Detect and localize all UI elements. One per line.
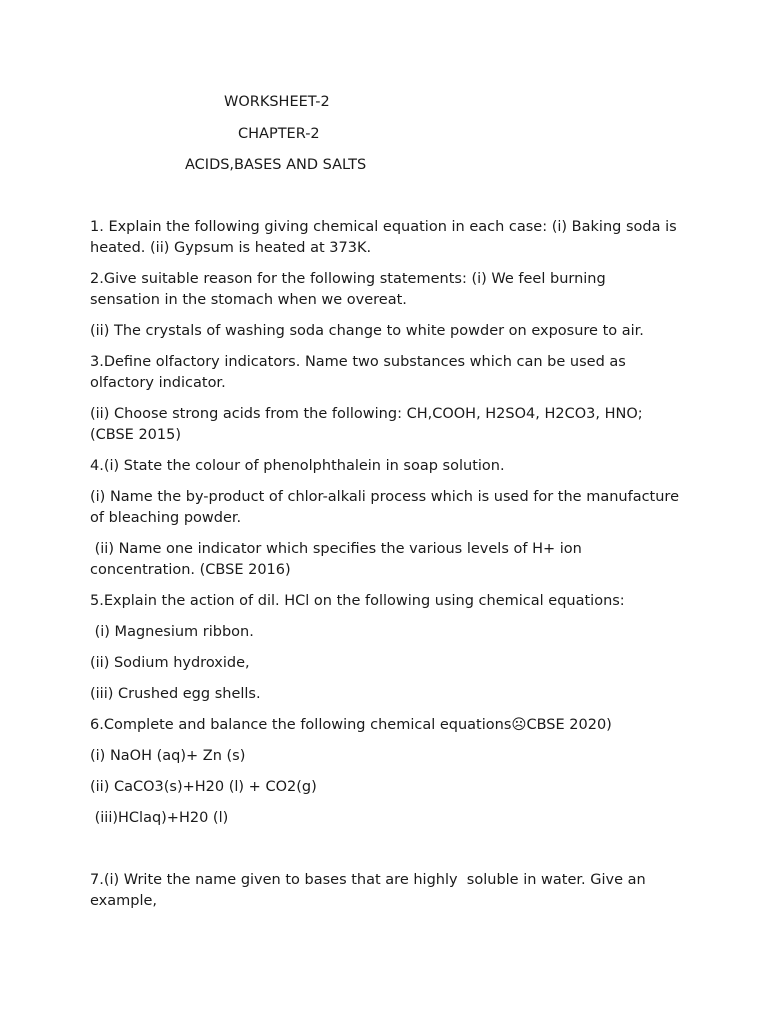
question-5-part-ii: (ii) Sodium hydroxide,: [90, 655, 250, 671]
question-6-part-ii: (ii) CaCO3(s)+H20 (l) + CO2(g): [90, 779, 317, 795]
question-5-part-iii: (iii) Crushed egg shells.: [90, 686, 261, 702]
question-4-part-i: 4.(i) State the colour of phenolphthalein in soap solution.: [90, 458, 505, 474]
question-5-part-i: (i) Magnesium ribbon.: [90, 624, 254, 640]
question-2-part-i: 2.Give suitable reason for the following statements: (i) We feel burning sensation in the stomach when we overeat.: [90, 271, 611, 308]
question-2-part-ii: (ii) The crystals of washing soda change to white powder on exposure to air.: [90, 323, 644, 339]
question-4-part-ii: (ii) Name one indicator which specifies the various levels of H+ ion concentration. (CBSE 2016): [90, 541, 587, 578]
worksheet-title: WORKSHEET-2: [224, 94, 330, 110]
question-4-part-i-b: (i) Name the by-product of chlor-alkali process which is used for the manufacture of bleaching powder.: [90, 489, 684, 526]
question-3-part-ii: (ii) Choose strong acids from the following: CH,COOH, H2SO4, H2CO3, HNO; (CBSE 2015): [90, 406, 648, 443]
question-3-part-i: 3.Define olfactory indicators. Name two substances which can be used as olfactory indicator.: [90, 354, 631, 391]
question-6-part-i: (i) NaOH (aq)+ Zn (s): [90, 748, 246, 764]
chapter-title: CHAPTER-2: [238, 126, 320, 142]
topic-title: ACIDS,BASES AND SALTS: [185, 157, 367, 173]
question-6: 6.Complete and balance the following chemical equations☹CBSE 2020): [90, 717, 612, 733]
question-5: 5.Explain the action of dil. HCl on the following using chemical equations:: [90, 593, 625, 609]
question-7: 7.(i) Write the name given to bases that are highly soluble in water. Give an example,: [90, 872, 651, 909]
question-list: [90, 217, 684, 922]
question-1: 1. Explain the following giving chemical equation in each case: (i) Baking soda is heated. (ii) Gypsum is heated at 373K.: [90, 219, 682, 256]
question-6-part-iii: (iii)HClaq)+H20 (l): [90, 810, 229, 826]
